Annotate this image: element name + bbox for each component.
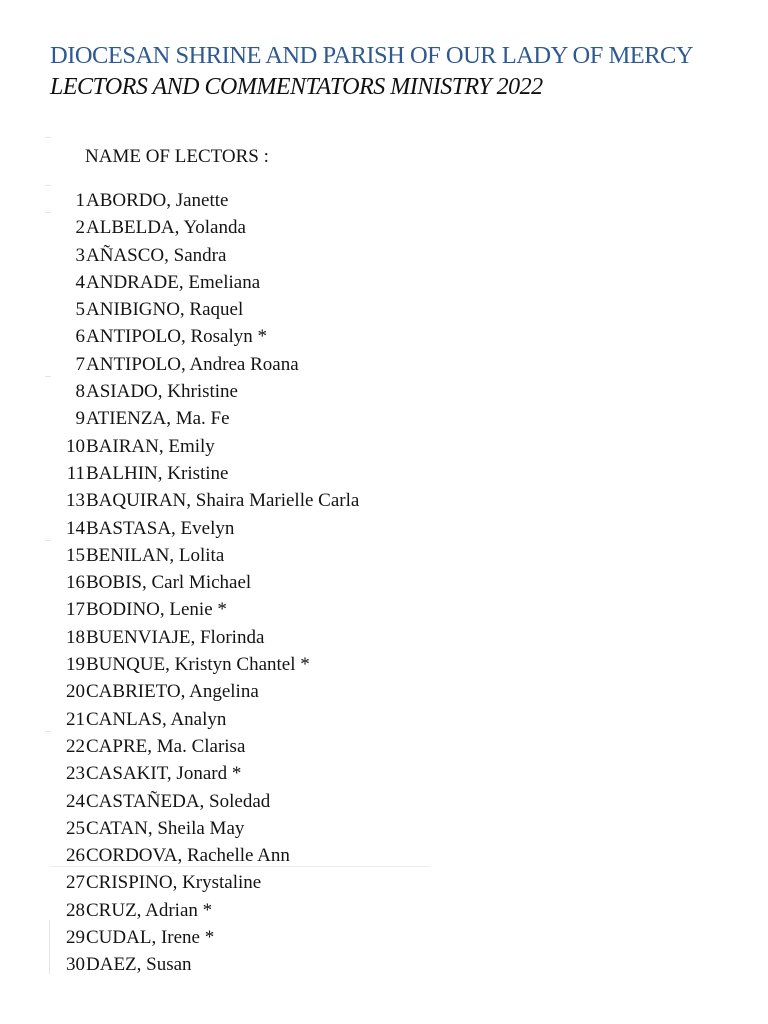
- lector-name: CUDAL, Irene *: [86, 927, 215, 949]
- document-header: [50, 41, 750, 101]
- lector-row: [0, 678, 700, 705]
- lector-row: [0, 542, 700, 569]
- lector-row: [0, 296, 700, 323]
- lector-number: 13: [66, 490, 85, 512]
- lector-row: [0, 897, 700, 924]
- lector-row: [0, 924, 700, 951]
- lector-name: DAEZ, Susan: [86, 954, 192, 976]
- lector-row: [0, 569, 700, 596]
- lector-name: AÑASCO, Sandra: [86, 244, 227, 266]
- lector-row: [0, 351, 700, 378]
- lector-row: [0, 788, 700, 815]
- lector-row: [0, 487, 700, 514]
- lector-name: BENILAN, Lolita: [86, 544, 225, 566]
- lector-number: 27: [66, 872, 85, 894]
- lector-row: [0, 515, 700, 542]
- lector-number: 3: [75, 244, 85, 266]
- margin-tick: [45, 540, 51, 541]
- lector-number: 10: [66, 435, 85, 457]
- lector-row: [0, 651, 700, 678]
- lector-row: [0, 624, 700, 651]
- lector-number: 17: [66, 599, 85, 621]
- lector-name: BALHIN, Kristine: [86, 462, 229, 484]
- lector-number: 6: [75, 326, 85, 348]
- lector-number: 5: [75, 299, 85, 321]
- lector-number: 19: [66, 654, 85, 676]
- lector-name: CRISPINO, Krystaline: [86, 872, 262, 894]
- lector-name: CATAN, Sheila May: [86, 817, 245, 839]
- lector-number: 26: [66, 845, 85, 867]
- lector-name: BODINO, Lenie *: [86, 599, 227, 621]
- lector-name: ABORDO, Janette: [86, 190, 229, 211]
- faint-rule: [50, 866, 430, 867]
- lector-row: [0, 760, 700, 787]
- lectors-list: [0, 187, 700, 979]
- lector-name: ALBELDA, Yolanda: [86, 217, 246, 239]
- lector-row: [0, 242, 700, 269]
- lector-name: BOBIS, Carl Michael: [86, 572, 252, 594]
- lector-number: 30: [66, 954, 85, 976]
- lector-number: 1: [75, 190, 85, 211]
- faint-vline: [49, 920, 50, 974]
- lector-name: BUNQUE, Kristyn Chantel *: [86, 654, 310, 676]
- lector-name: CASTAÑEDA, Soledad: [86, 790, 271, 812]
- lector-name: ANDRADE, Emeliana: [86, 271, 261, 293]
- margin-tick: [45, 212, 51, 213]
- lector-number: 24: [66, 790, 85, 812]
- lector-row: [0, 460, 700, 487]
- lector-number: 14: [66, 517, 85, 539]
- lector-name: CAPRE, Ma. Clarisa: [86, 735, 246, 757]
- lector-row: [0, 596, 700, 623]
- lector-name: BUENVIAJE, Florinda: [86, 626, 265, 648]
- lector-name: CORDOVA, Rachelle Ann: [86, 845, 290, 867]
- lector-name: ANIBIGNO, Raquel: [86, 299, 244, 321]
- lector-name: ATIENZA, Ma. Fe: [86, 408, 230, 430]
- lector-name: BASTASA, Evelyn: [86, 517, 235, 539]
- lector-name: ASIADO, Khristine: [86, 381, 238, 403]
- lector-name: CRUZ, Adrian *: [86, 899, 213, 921]
- lector-name: CANLAS, Analyn: [86, 708, 227, 730]
- lector-number: 23: [66, 763, 85, 785]
- lector-row: [0, 869, 700, 896]
- lector-number: 9: [75, 408, 85, 430]
- lector-number: 25: [66, 817, 85, 839]
- lector-name: ANTIPOLO, Andrea Roana: [86, 353, 299, 375]
- section-label: NAME OF LECTORS :: [85, 146, 269, 167]
- lector-name: CASAKIT, Jonard *: [86, 763, 242, 785]
- margin-tick: [45, 731, 51, 732]
- lector-row: [0, 733, 700, 760]
- lector-number: 16: [66, 572, 85, 594]
- lector-row: [0, 378, 700, 405]
- lector-number: 18: [66, 626, 85, 648]
- margin-tick: [45, 376, 51, 377]
- lector-number: 28: [66, 899, 85, 921]
- lector-number: 8: [75, 381, 85, 403]
- lector-number: 15: [66, 544, 85, 566]
- lector-row: [0, 187, 700, 214]
- lector-number: 7: [75, 353, 85, 375]
- lector-row: [0, 433, 700, 460]
- parish-title: DIOCESAN SHRINE AND PARISH OF OUR LADY OF MERCY: [50, 42, 694, 69]
- margin-tick: [45, 185, 51, 186]
- lector-number: 20: [66, 681, 85, 703]
- lector-row: [0, 323, 700, 350]
- lector-number: 11: [66, 462, 85, 484]
- lector-row: [0, 269, 700, 296]
- lector-name: BAIRAN, Emily: [86, 435, 215, 457]
- lector-number: 21: [66, 708, 85, 730]
- lector-row: [0, 951, 700, 978]
- lector-row: [0, 405, 700, 432]
- lector-row: [0, 706, 700, 733]
- lector-name: BAQUIRAN, Shaira Marielle Carla: [86, 490, 360, 512]
- lector-number: 29: [66, 927, 85, 949]
- lector-name: CABRIETO, Angelina: [86, 681, 259, 703]
- lector-number: 22: [66, 735, 85, 757]
- lector-row: [0, 815, 700, 842]
- lector-number: 2: [75, 217, 85, 239]
- margin-tick: [45, 137, 51, 138]
- lector-row: [0, 214, 700, 241]
- ministry-subtitle: LECTORS AND COMMENTATORS MINISTRY 2022: [50, 74, 543, 100]
- lector-name: ANTIPOLO, Rosalyn *: [86, 326, 268, 348]
- lector-number: 4: [75, 271, 85, 293]
